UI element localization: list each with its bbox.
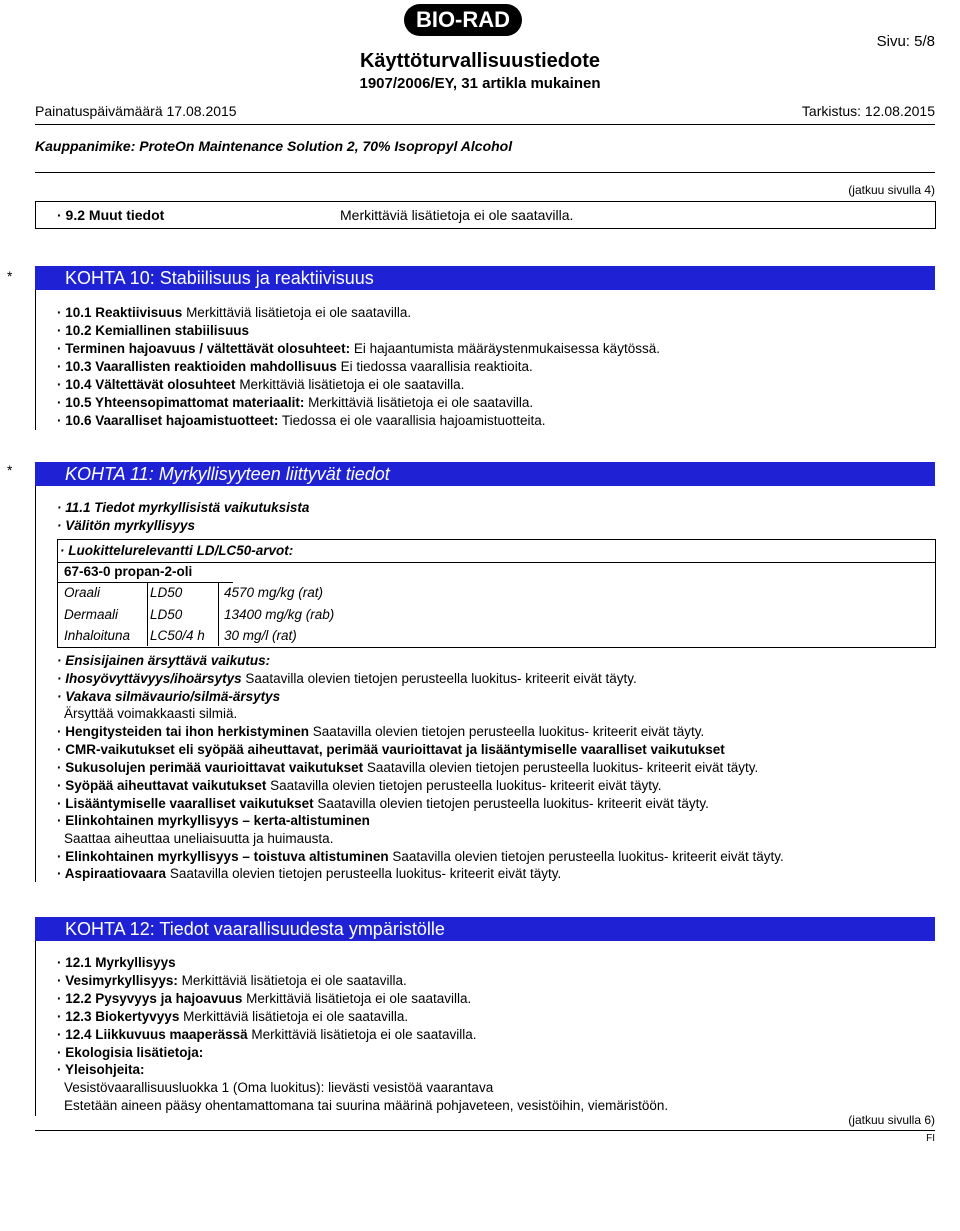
- s11-line: · 11.1 Tiedot myrkyllisistä vaikutuksista: [57, 500, 310, 515]
- footer-divider: [35, 1130, 935, 1131]
- document-title: Käyttöturvallisuustiedote: [359, 50, 601, 72]
- section-10-header: [35, 266, 935, 290]
- s10-line: · 10.5 Yhteensopimattomat materiaalit: Merkittäviä lisätietoja ei ole saatavilla.: [57, 395, 534, 410]
- s11-line: · Hengitysteiden tai ihon herkistyminen Saatavilla olevien tietojen perusteella luokitus- kriteerit eivät täyty.: [57, 724, 705, 739]
- s12-line: · 12.2 Pysyvyys ja hajoavuus Merkittäviä lisätietoja ei ole saatavilla.: [57, 991, 472, 1006]
- route-cell: Inhaloituna: [64, 628, 131, 643]
- s11-line: · Lisääntymiselle vaaralliset vaikutukset Saatavilla olevien tietojen perusteella luokitus- kriteerit eivät täyty.: [57, 796, 709, 811]
- product-name: Kauppanimike: ProteOn Maintenance Solution 2, 70% Isopropyl Alcohol: [35, 138, 513, 154]
- table-title: · Luokittelurelevantti LD/LC50-arvot:: [60, 543, 294, 558]
- s10-line: · Terminen hajoavuus / vältettävät olosuhteet: Ei hajaantumista määräystenmukaisessa käytössä.: [57, 341, 660, 356]
- s10-line: · 10.6 Vaaralliset hajoamistuotteet: Tiedossa ei ole vaarallisia hajoamistuotteita.: [57, 413, 546, 428]
- table-divider: [57, 582, 233, 583]
- substance-name: 67-63-0 propan-2-oli: [64, 564, 193, 579]
- section-11-rule: [35, 486, 36, 882]
- s11-line: · Syöpää aiheuttavat vaikutukset Saatavilla olevien tietojen perusteella luokitus- kriteerit eivät täyty.: [57, 778, 662, 793]
- value-cell: 30 mg/l (rat): [224, 628, 297, 643]
- section-9-2-value: Merkittäviä lisätietoja ei ole saatavilla.: [340, 207, 574, 223]
- section-12-rule: [35, 941, 36, 1116]
- value-cell: 13400 mg/kg (rab): [224, 607, 335, 622]
- s11-line: · Elinkohtainen myrkyllisyys – toistuva altistuminen Saatavilla olevien tietojen perusteella luokitus- kriteerit eivät täyty.: [57, 849, 784, 864]
- type-cell: LD50: [150, 585, 183, 600]
- s10-line: · 10.4 Vältettävät olosuhteet Merkittäviä lisätietoja ei ole saatavilla.: [57, 377, 465, 392]
- page-number: Sivu: 5/8: [876, 33, 935, 50]
- section-11-header: [35, 462, 935, 486]
- section-10-title: KOHTA 10: Stabiilisuus ja reaktiivisuus: [65, 268, 374, 288]
- section-10-rule: [35, 290, 36, 430]
- s10-line: · 10.1 Reaktiivisuus Merkittäviä lisätietoja ei ole saatavilla.: [57, 305, 412, 320]
- s11-line: · Ensisijainen ärsyttävä vaikutus:: [57, 653, 271, 668]
- revision-star: *: [7, 268, 13, 284]
- s11-line: · Sukusolujen perimää vaurioittavat vaikutukset Saatavilla olevien tietojen perusteella luokitus- kriteerit eivät täyty.: [57, 760, 759, 775]
- type-cell: LD50: [150, 607, 183, 622]
- route-cell: Oraali: [64, 585, 101, 600]
- s10-line: · 10.2 Kemiallinen stabiilisuus: [57, 323, 250, 338]
- bio-rad-logo: BIO-RAD: [404, 4, 522, 36]
- value-cell: 4570 mg/kg (rat): [224, 585, 324, 600]
- type-cell: LC50/4 h: [150, 628, 205, 643]
- table-divider: [218, 582, 219, 646]
- section-12-title: KOHTA 12: Tiedot vaarallisuudesta ympäristölle: [65, 919, 445, 939]
- continued-from: (jatkuu sivulla 4): [848, 183, 935, 197]
- section-11-title: KOHTA 11: Myrkyllisyyteen liittyvät tiedot: [65, 464, 390, 484]
- s12-line: · Yleisohjeita:: [57, 1062, 145, 1077]
- s11-line: · Aspiraatiovaara Saatavilla olevien tietojen perusteella luokitus- kriteerit eivät täyty.: [57, 866, 562, 881]
- header-divider: [35, 124, 935, 125]
- s11-line: · Vakava silmävaurio/silmä-ärsytys: [57, 689, 281, 704]
- s12-line: Estetään aineen pääsy ohentamattomana tai suurina määrinä pohjaveteen, vesistöihin, viemäristöön.: [64, 1098, 669, 1113]
- s12-line: · Vesimyrkyllisyys: Merkittäviä lisätietoja ei ole saatavilla.: [57, 973, 407, 988]
- section-12-header: [35, 917, 935, 941]
- language-code: FI: [926, 1133, 935, 1144]
- s12-line: · 12.1 Myrkyllisyys: [57, 955, 176, 970]
- table-divider: [57, 562, 935, 563]
- s11-line: · CMR-vaikutukset eli syöpää aiheuttavat, perimää vaurioittavat ja lisääntymiselle vaaralliset vaikutukset: [57, 742, 725, 757]
- s12-line: · 12.4 Liikkuvuus maaperässä Merkittäviä lisätietoja ei ole saatavilla.: [57, 1027, 477, 1042]
- s12-line: Vesistövaarallisuusluokka 1 (Oma luokitus): lievästi vesistöä vaarantava: [64, 1080, 494, 1095]
- revision-date: Tarkistus: 12.08.2015: [801, 103, 935, 119]
- document-subtitle: 1907/2006/EY, 31 artikla mukainen: [359, 75, 601, 92]
- s11-line: Saattaa aiheuttaa uneliaisuutta ja huimausta.: [64, 831, 334, 846]
- section-9-2-label: · 9.2 Muut tiedot: [57, 207, 165, 223]
- s12-line: · 12.3 Biokertyvyys Merkittäviä lisätietoja ei ole saatavilla.: [57, 1009, 409, 1024]
- route-cell: Dermaali: [64, 607, 119, 622]
- s11-line: · Ihosyövyttävyys/ihoärsytys Saatavilla olevien tietojen perusteella luokitus- kriteerit eivät täyty.: [57, 671, 637, 686]
- continued-to: (jatkuu sivulla 6): [848, 1113, 935, 1127]
- s12-line: · Ekologisia lisätietoja:: [57, 1045, 204, 1060]
- table-divider: [147, 582, 148, 646]
- s10-line: · 10.3 Vaarallisten reaktioiden mahdollisuus Ei tiedossa vaarallisia reaktioita.: [57, 359, 533, 374]
- product-divider: [35, 172, 935, 173]
- s11-line: Ärsyttää voimakkaasti silmiä.: [64, 706, 238, 721]
- revision-star: *: [7, 462, 13, 478]
- s11-line: · Elinkohtainen myrkyllisyys – kerta-altistuminen: [57, 813, 370, 828]
- s11-line: · Välitön myrkyllisyys: [57, 518, 196, 533]
- print-date: Painatuspäivämäärä 17.08.2015: [35, 103, 237, 119]
